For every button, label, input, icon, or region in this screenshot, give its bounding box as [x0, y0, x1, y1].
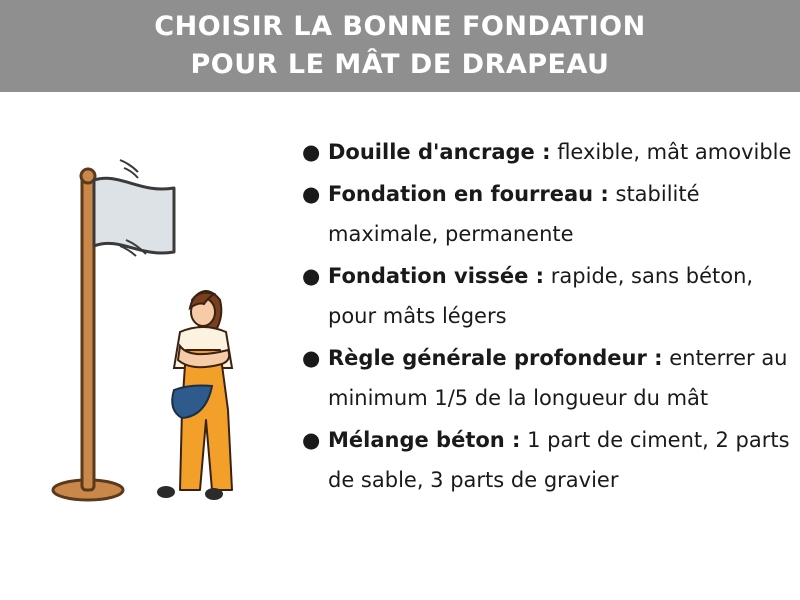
tip-description: 1 part de ciment, 2 parts de sable, 3 parts de gravier: [328, 428, 790, 492]
tip-description: flexible, mât amovible: [557, 140, 792, 164]
bullet-icon: ●: [302, 346, 321, 370]
tip-item-concrete-mix: [300, 420, 795, 500]
bullet-icon: ●: [302, 428, 321, 452]
tip-term: Douille d'ancrage :: [328, 140, 551, 164]
title-line-2: POUR LE MÂT DE DRAPEAU: [190, 49, 610, 80]
bullet-icon: ●: [302, 140, 321, 164]
tip-description: enterrer au minimum 1/5 de la longueur du mât: [328, 346, 788, 410]
tip-description: stabilité maximale, permanente: [328, 182, 700, 246]
tip-description: rapide, sans béton, pour mâts légers: [328, 264, 754, 328]
tip-term: Mélange béton :: [328, 428, 521, 452]
worker-icon: [157, 291, 232, 500]
tips-list: [300, 132, 795, 502]
tip-term: Fondation en fourreau :: [328, 182, 609, 206]
flagpole-worker-illustration: [40, 150, 260, 510]
tip-item-sleeve-foundation: [300, 174, 795, 254]
bullet-icon: ●: [302, 182, 321, 206]
tip-item-screw-foundation: [300, 256, 795, 336]
title-banner: [0, 0, 800, 92]
tip-item-anchor-socket: [300, 132, 795, 172]
tip-term: Fondation vissée :: [328, 264, 545, 288]
bullet-icon: ●: [302, 264, 321, 288]
tip-item-depth-rule: [300, 338, 795, 418]
tip-term: Règle générale profondeur :: [328, 346, 663, 370]
title-line-1: CHOISIR LA BONNE FONDATION: [154, 11, 646, 42]
flag-icon: [94, 160, 174, 256]
